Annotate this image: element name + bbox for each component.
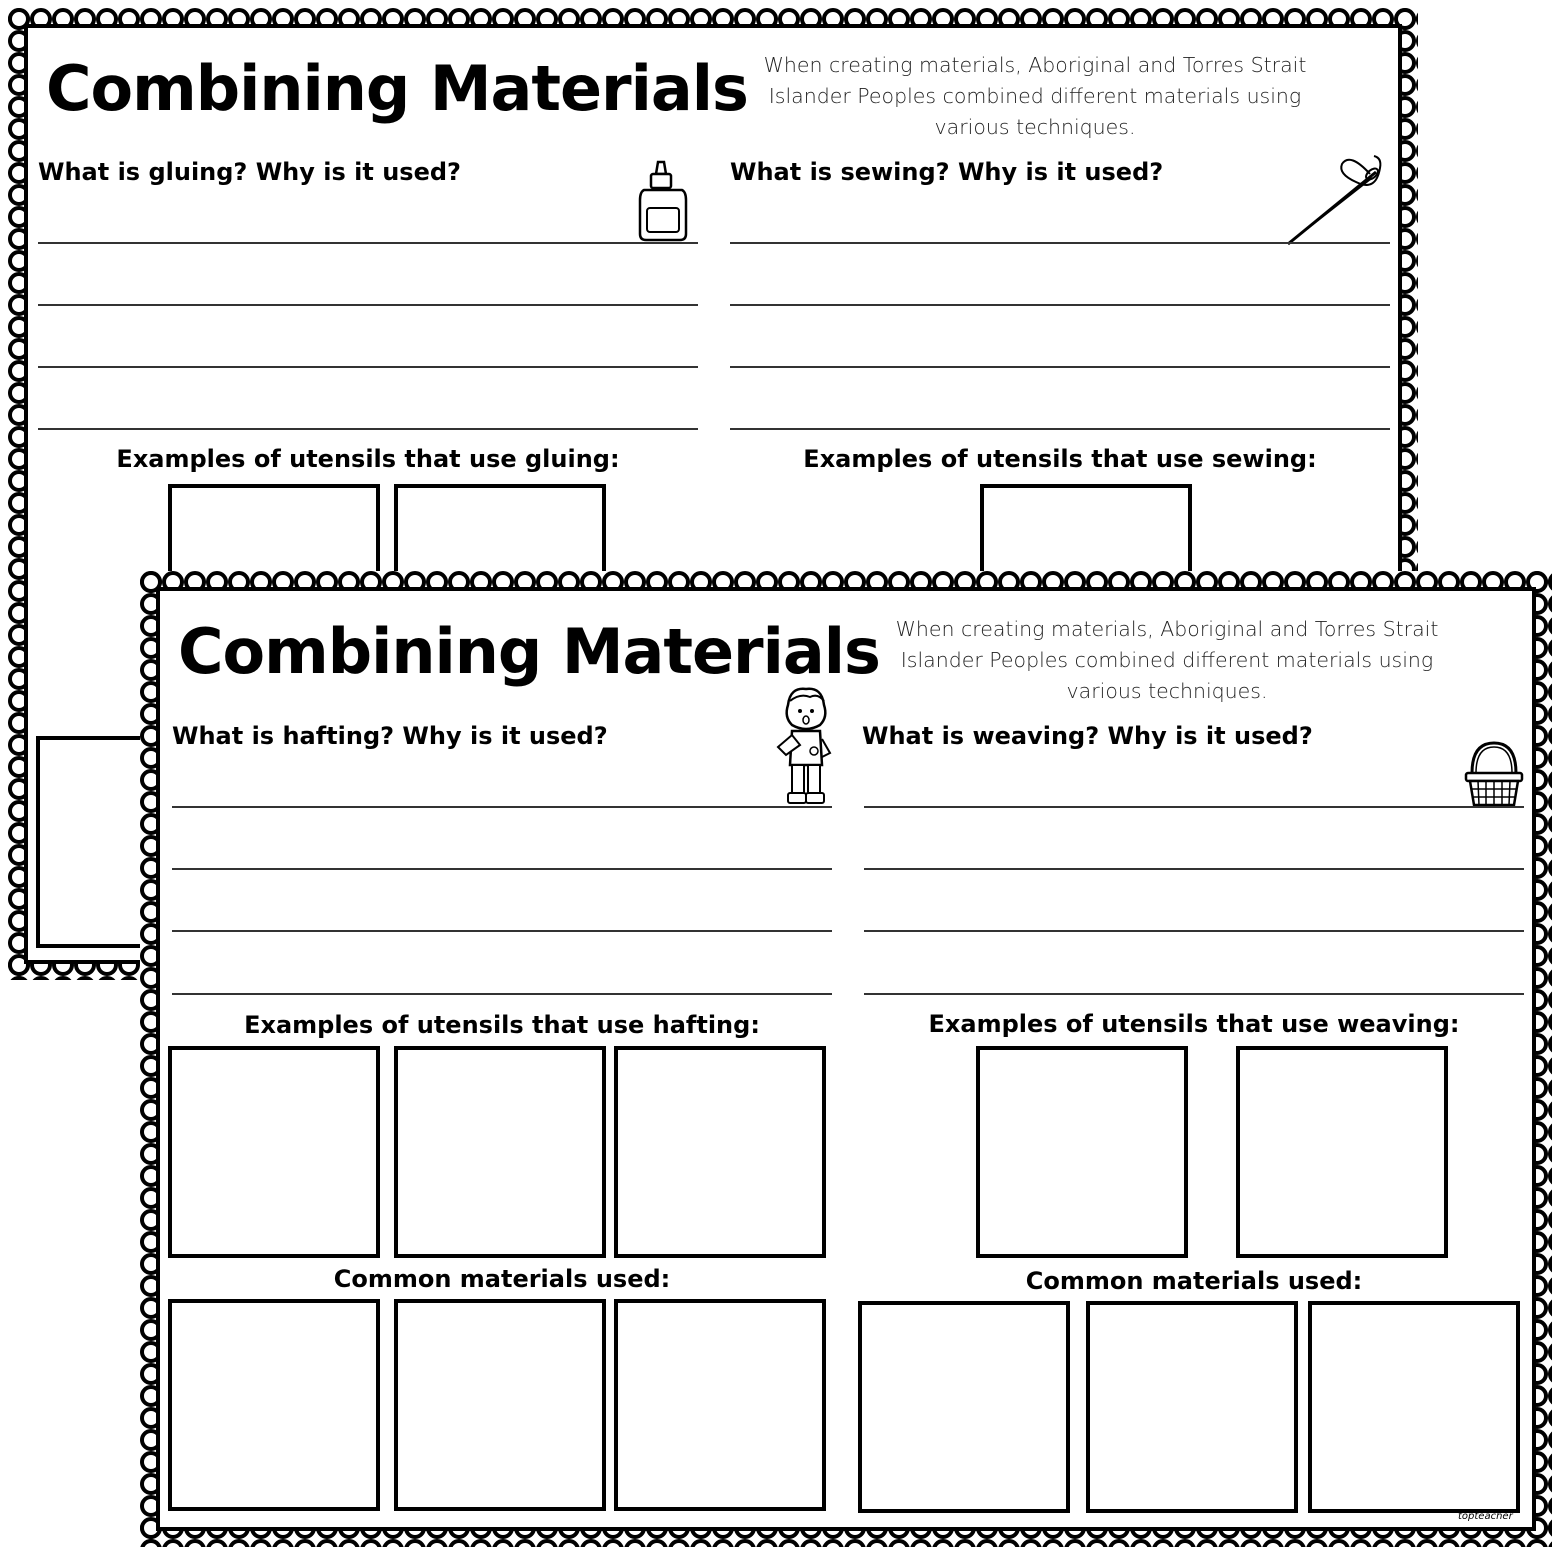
- answer-line[interactable]: [730, 242, 1390, 244]
- drawing-box[interactable]: [858, 1301, 1070, 1513]
- needle-thread-icon: [1280, 148, 1390, 248]
- question-hafting: What is hafting? Why is it used?: [172, 722, 608, 750]
- drawing-box[interactable]: [1308, 1301, 1520, 1513]
- child-figure-icon: [770, 683, 840, 811]
- examples-heading-hafting: Examples of utensils that use hafting:: [244, 1011, 760, 1039]
- drawing-box[interactable]: [394, 1046, 606, 1258]
- answer-line[interactable]: [172, 930, 832, 932]
- drawing-box[interactable]: [394, 1299, 606, 1511]
- answer-line[interactable]: [864, 930, 1524, 932]
- answer-line[interactable]: [864, 868, 1524, 870]
- question-sewing: What is sewing? Why is it used?: [730, 158, 1164, 186]
- drawing-box[interactable]: [1086, 1301, 1298, 1513]
- answer-line[interactable]: [864, 806, 1524, 808]
- answer-line[interactable]: [730, 366, 1390, 368]
- brand-logo: topteacher: [1458, 1511, 1513, 1522]
- examples-heading-weaving: Examples of utensils that use weaving:: [928, 1010, 1460, 1038]
- answer-line[interactable]: [38, 304, 698, 306]
- page-title: Combining Materials: [46, 52, 748, 125]
- examples-heading-gluing: Examples of utensils that use gluing:: [116, 445, 620, 473]
- drawing-box[interactable]: [976, 1046, 1188, 1258]
- answer-line[interactable]: [172, 868, 832, 870]
- page-title: Combining Materials: [178, 615, 880, 688]
- materials-heading-weaving: Common materials used:: [1025, 1267, 1363, 1295]
- answer-line[interactable]: [38, 242, 698, 244]
- drawing-box[interactable]: [614, 1299, 826, 1511]
- examples-heading-sewing: Examples of utensils that use sewing:: [803, 445, 1317, 473]
- intro-text: When creating materials, Aboriginal and Torres Strait Islander Peoples combined different materials using various techniques.: [895, 617, 1439, 703]
- drawing-box[interactable]: [1236, 1046, 1448, 1258]
- basket-icon: [1464, 739, 1524, 809]
- answer-line[interactable]: [172, 993, 832, 995]
- answer-line[interactable]: [864, 993, 1524, 995]
- front-worksheet: [140, 571, 1552, 1547]
- glue-bottle-icon: [632, 158, 694, 244]
- intro-text: When creating materials, Aboriginal and Torres Strait Islander Peoples combined different materials using various techniques.: [763, 53, 1307, 139]
- answer-line[interactable]: [172, 806, 832, 808]
- answer-line[interactable]: [730, 428, 1390, 430]
- materials-heading-hafting: Common materials used:: [333, 1265, 671, 1293]
- question-gluing: What is gluing? Why is it used?: [38, 158, 461, 186]
- answer-line[interactable]: [38, 366, 698, 368]
- answer-line[interactable]: [730, 304, 1390, 306]
- drawing-box[interactable]: [614, 1046, 826, 1258]
- drawing-box[interactable]: [168, 1299, 380, 1511]
- question-weaving: What is weaving? Why is it used?: [862, 722, 1313, 750]
- answer-line[interactable]: [38, 428, 698, 430]
- drawing-box[interactable]: [168, 1046, 380, 1258]
